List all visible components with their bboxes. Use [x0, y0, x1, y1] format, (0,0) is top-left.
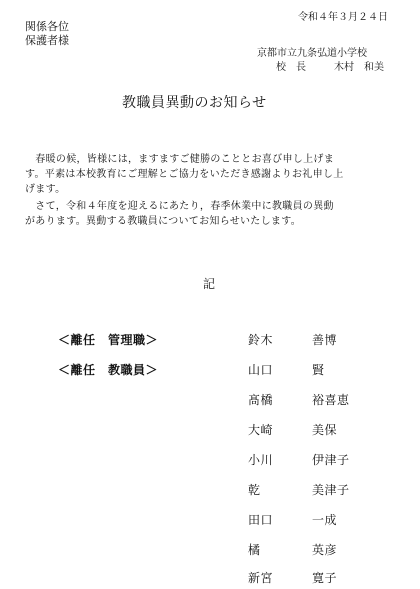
body-line: げます。	[25, 184, 66, 195]
staff-given-name: 伊津子	[312, 453, 350, 467]
staff-surname: 田口	[248, 513, 274, 527]
body-line: 春暖の候，皆様には，ますますご健勝のこととお喜び申し上げま	[25, 154, 334, 165]
recipient-line-1: 関係各位	[25, 20, 69, 33]
staff-given-name: 一成	[312, 513, 338, 527]
staff-surname: 小川	[248, 453, 274, 467]
body-line: さて，令和４年度を迎えるにあたり，春季休業中に教職員の異動	[25, 201, 334, 212]
staff-surname: 乾	[248, 483, 261, 497]
section-heading-admin: ＜離任 管理職＞	[58, 333, 159, 347]
staff-given-name: 美津子	[312, 483, 350, 497]
document-date: 令和４年３月２４日	[298, 12, 388, 23]
staff-given-name: 善博	[312, 333, 338, 347]
staff-surname: 新宮	[248, 571, 274, 585]
principal-title: 校 長	[276, 62, 306, 73]
section-heading-staff: ＜離任 教職員＞	[58, 363, 159, 377]
body-line: す。平素は本校教育にご理解とご協力をいただき感謝よりお礼申し上	[25, 169, 344, 180]
staff-given-name: 美保	[312, 423, 338, 437]
staff-given-name: 裕喜恵	[312, 393, 350, 407]
document-title: 教職員異動のお知らせ	[122, 95, 267, 111]
school-name: 京都市立九条弘道小学校	[257, 48, 367, 59]
ki-marker: 記	[203, 277, 216, 291]
staff-surname: 鈴木	[248, 333, 274, 347]
staff-surname: 山口	[248, 363, 274, 377]
staff-surname: 髙橋	[248, 393, 274, 407]
staff-given-name: 賢	[312, 363, 325, 377]
staff-surname: 大崎	[248, 423, 274, 437]
principal-name: 木村 和美	[334, 62, 384, 73]
staff-surname: 橘	[248, 543, 261, 557]
staff-given-name: 英彦	[312, 543, 338, 557]
staff-given-name: 寛子	[312, 571, 338, 585]
recipient-line-2: 保護者様	[25, 34, 69, 47]
body-line: があります。異動する教職員についてお知らせいたします。	[25, 216, 301, 227]
